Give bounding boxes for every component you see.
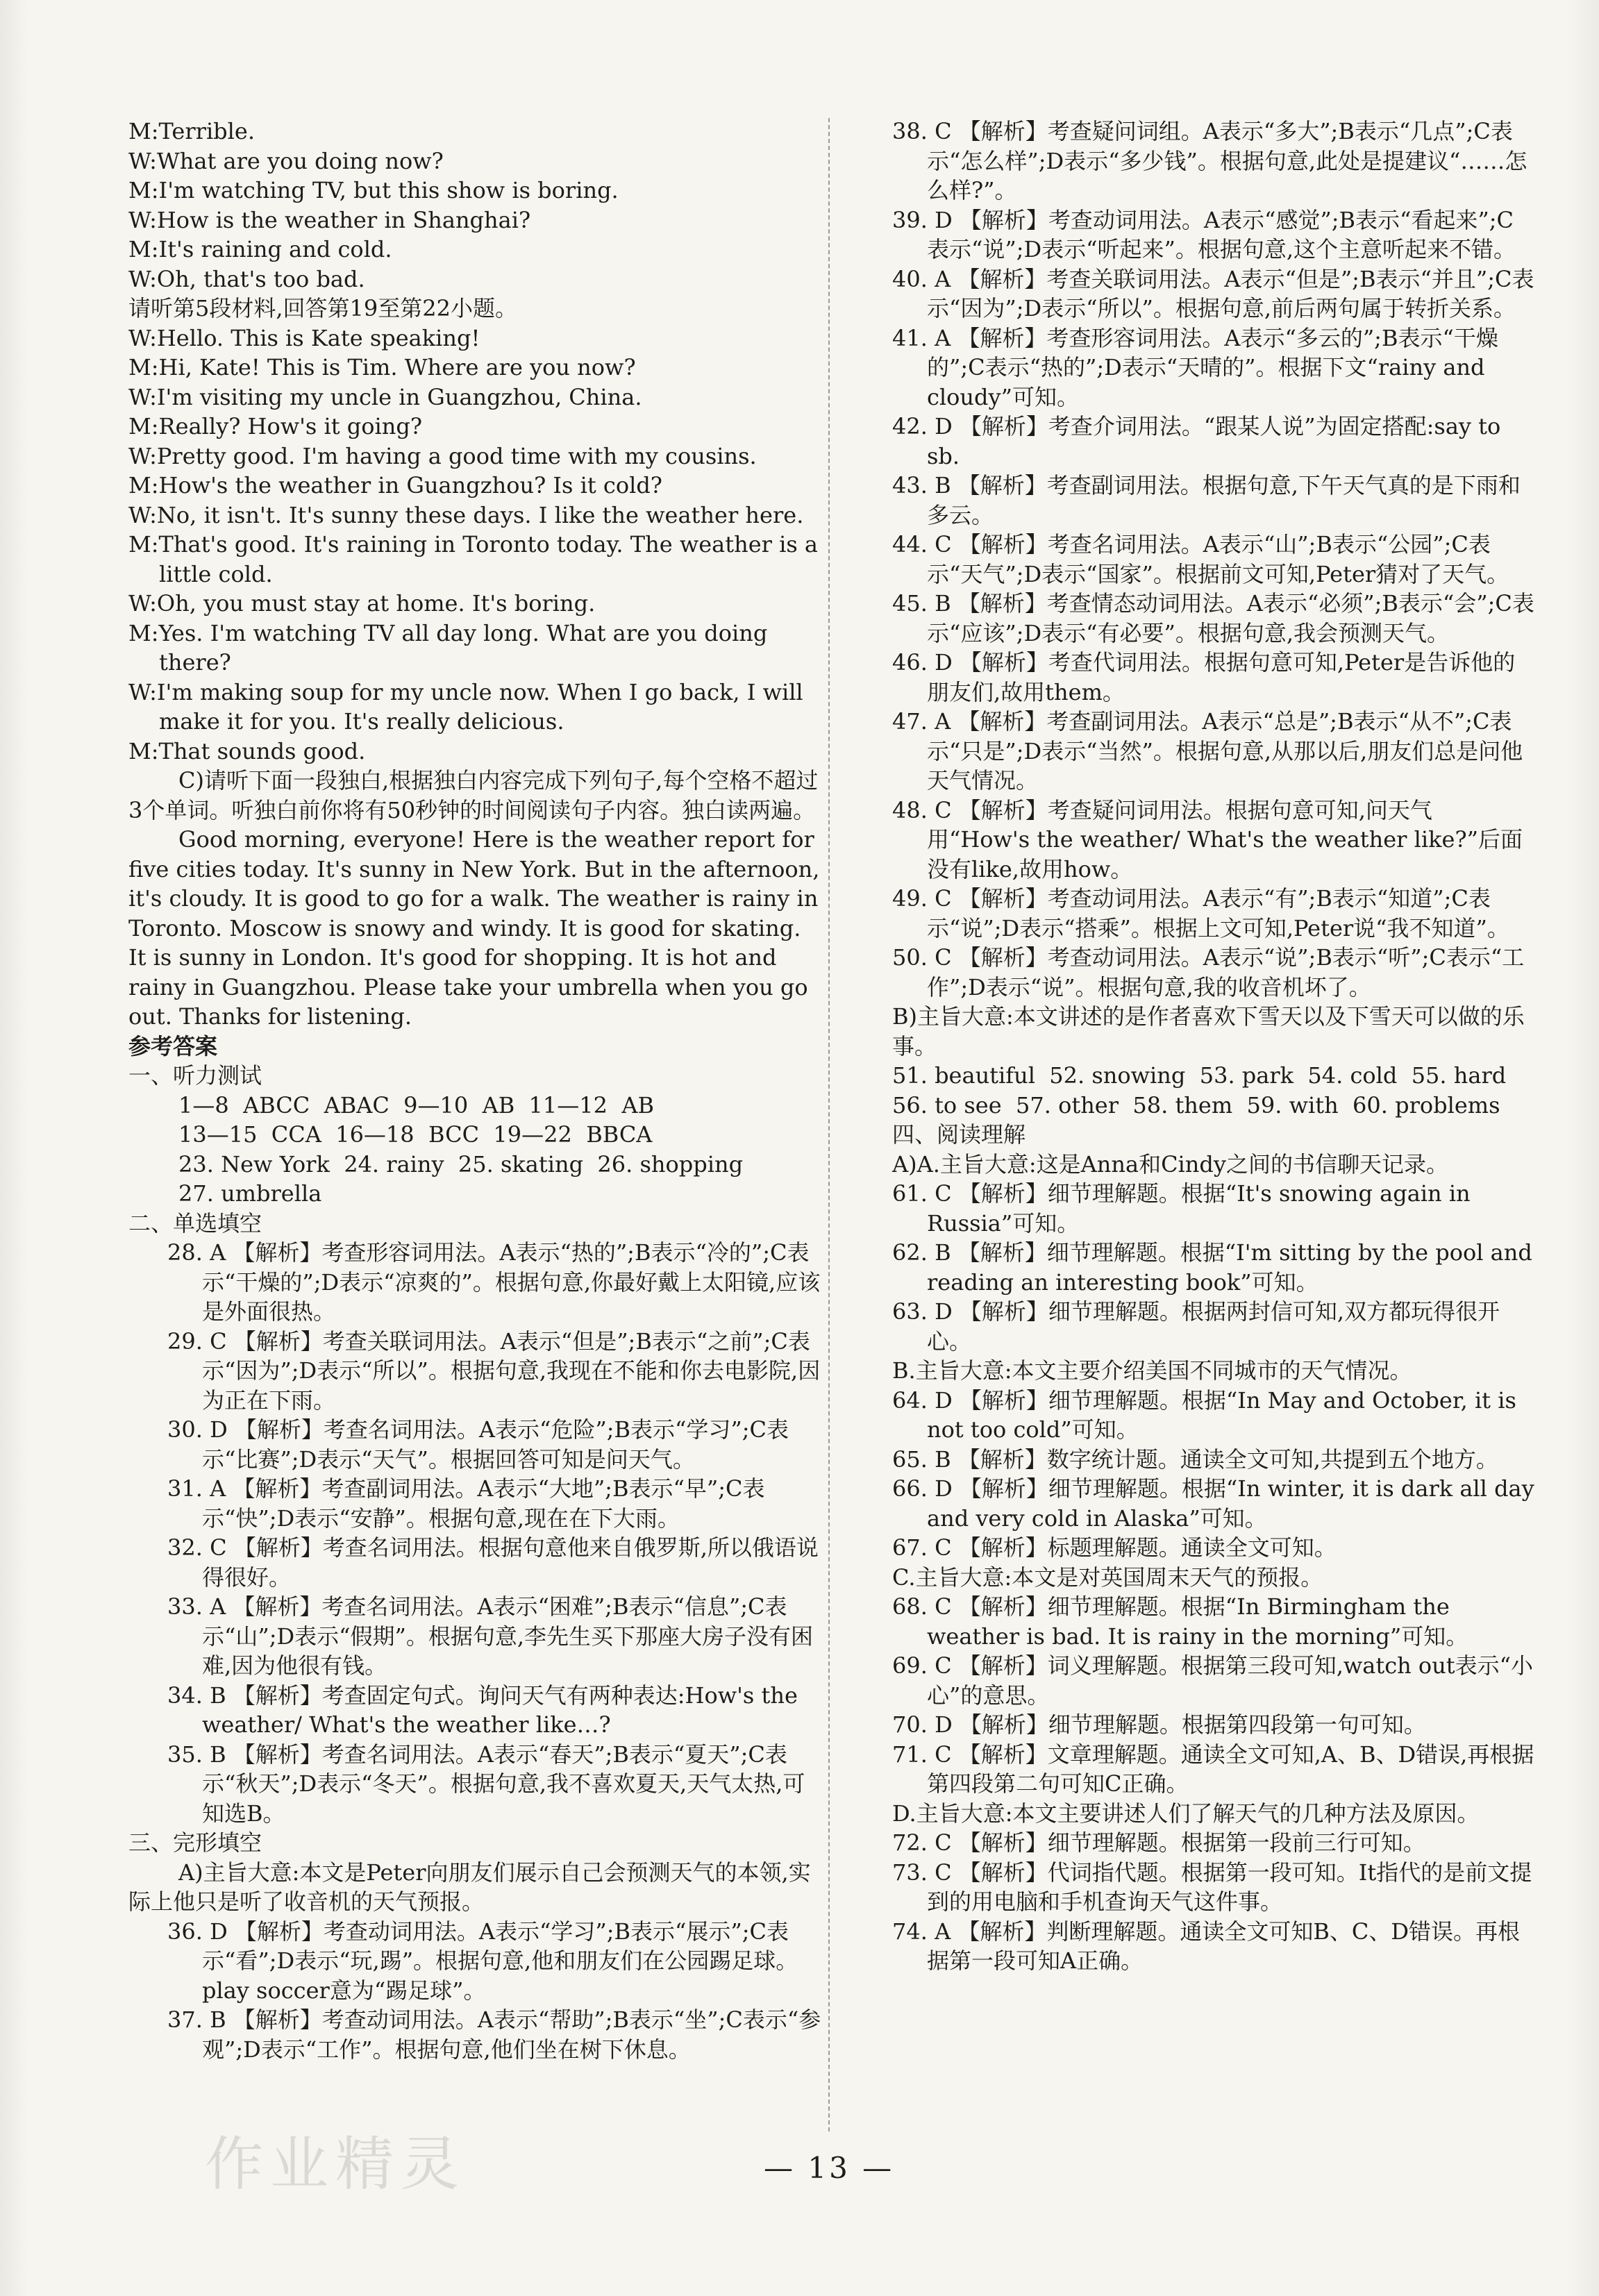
- left-column-line: 30. D 【解析】考查名词用法。A表示“危险”;B表示“学习”;C表示“比赛”;D表示“天气”。根据回答可知是问天气。: [167, 1416, 789, 1473]
- left-column-line: W:I'm visiting my uncle in Guangzhou, China.: [128, 383, 642, 410]
- right-column-line: D.主旨大意:本文主要讲述人们了解天气的几种方法及原因。: [892, 1800, 1480, 1827]
- right-column-line: 49. C 【解析】考查动词用法。A表示“有”;B表示“知道”;C表示“说”;D表示“搭乘”。根据上文可知,Peter说“我不知道”。: [892, 885, 1509, 941]
- right-column-line: 45. B 【解析】考查情态动词用法。A表示“必须”;B表示“会”;C表示“应该”;D表示“有必要”。根据句意,我会预测天气。: [892, 590, 1534, 646]
- right-column-line: 42. D 【解析】考查介词用法。“跟某人说”为固定搭配:say to sb.: [892, 413, 1508, 469]
- left-column-line: M:Terrible.: [128, 118, 255, 144]
- right-column-line: 64. D 【解析】细节理解题。根据“In May and October, it is not too cold”可知。: [892, 1386, 1524, 1443]
- left-column-line: 29. C 【解析】考查关联词用法。A表示“但是”;B表示“之前”;C表示“因为”;D表示“所以”。根据句意,我现在不能和你去电影院,因为正在下雨。: [167, 1327, 821, 1414]
- left-column-line: M:Really? How's it going?: [128, 413, 422, 439]
- right-column-line: 41. A 【解析】考查形容词用法。A表示“多云的”;B表示“干燥的”;C表示“热的”;D表示“天晴的”。根据下文“rainy and cloudy”可知。: [892, 324, 1498, 410]
- left-column-line: 32. C 【解析】考查名词用法。根据句意他来自俄罗斯,所以俄语说得很好。: [167, 1534, 819, 1591]
- left-column-line: W:I'm making soup for my uncle now. When I go back, I will make it for you. It's really delicious.: [128, 678, 810, 735]
- left-column-line: 请听第5段材料,回答第19至第22小题。: [128, 295, 517, 321]
- column-divider: [828, 118, 830, 2131]
- left-column-line: W:Hello. This is Kate speaking!: [128, 324, 480, 351]
- right-column-line: 47. A 【解析】考查副词用法。A表示“总是”;B表示“从不”;C表示“只是”;D表示“当然”。根据句意,从那以后,朋友们总是问他天气情况。: [892, 708, 1523, 794]
- right-column: [892, 117, 1541, 1976]
- left-column-line: 27. umbrella: [178, 1180, 322, 1207]
- right-column-line: 61. C 【解析】细节理解题。根据“It's snowing again in Russia”可知。: [892, 1180, 1477, 1237]
- left-column-line: 34. B 【解析】考查固定句式。询问天气有两种表达:How's the weather/ What's the weather like…?: [167, 1682, 805, 1738]
- right-column-line: 56. to see 57. other 58. them 59. with 60. problems: [892, 1091, 1500, 1118]
- right-column-line: 四、阅读理解: [892, 1121, 1026, 1148]
- right-column-line: A)A.主旨大意:这是Anna和Cindy之间的书信聊天记录。: [892, 1150, 1448, 1178]
- left-column-line: 三、完形填空: [128, 1829, 262, 1856]
- left-column-line: W:How is the weather in Shanghai?: [128, 206, 531, 233]
- left-column-line: 37. B 【解析】考查动词用法。A表示“帮助”;B表示“坐”;C表示“参观”;D表示“工作”。根据句意,他们坐在树下休息。: [167, 2006, 821, 2063]
- right-column-line: 48. C 【解析】考查疑问词用法。根据句意可知,问天气用“How's the weather/ What's the weather like?”后面没有like,故用how。: [892, 796, 1523, 882]
- right-column-line: 46. D 【解析】考查代词用法。根据句意可知,Peter是告诉他的朋友们,故用them。: [892, 649, 1516, 705]
- left-column-line: 参考答案: [128, 1032, 218, 1059]
- right-column-line: 43. B 【解析】考查副词用法。根据句意,下午天气真的是下雨和多云。: [892, 472, 1521, 528]
- right-column-line: 68. C 【解析】细节理解题。根据“In Birmingham the weather is bad. It is rainy in the morning”可知。: [892, 1593, 1468, 1650]
- right-column-line: 72. C 【解析】细节理解题。根据第一段前三行可知。: [892, 1829, 1425, 1856]
- watermark: 作业精灵: [205, 2130, 467, 2198]
- right-column-line: 65. B 【解析】数字统计题。通读全文可知,共提到五个地方。: [892, 1446, 1498, 1473]
- left-column-line: W:No, it isn't. It's sunny these days. I like the weather here.: [128, 501, 804, 528]
- right-column-line: 69. C 【解析】词义理解题。根据第三段可知,watch out表示“小心”的意思。: [892, 1652, 1534, 1709]
- left-column-line: 28. A 【解析】考查形容词用法。A表示“热的”;B表示“冷的”;C表示“干燥的”;D表示“凉爽的”。根据句意,你最好戴上太阳镜,应该是外面很热。: [167, 1239, 821, 1325]
- page-number: — 13 —: [764, 2151, 895, 2185]
- left-column-line: 33. A 【解析】考查名词用法。A表示“困难”;B表示“信息”;C表示“山”;D表示“假期”。根据句意,李先生买下那座大房子没有困难,因为他很有钱。: [167, 1593, 814, 1679]
- left-column-line: M:I'm watching TV, but this show is boring.: [128, 177, 619, 203]
- right-column-line: 63. D 【解析】细节理解题。根据两封信可知,双方都玩得很开心。: [892, 1298, 1500, 1355]
- right-column-line: 50. C 【解析】考查动词用法。A表示“说”;B表示“听”;C表示“工作”;D表示“说”。根据句意,我的收音机坏了。: [892, 944, 1525, 1000]
- left-column-line: M:That's good. It's raining in Toronto today. The weather is a little cold.: [128, 531, 826, 587]
- right-column-line: 71. C 【解析】文章理解题。通读全文可知,A、B、D错误,再根据第四段第二句可知C正确。: [892, 1741, 1534, 1797]
- left-column-line: 13—15 CCA 16—18 BCC 19—22 BBCA: [178, 1121, 653, 1148]
- left-column-line: 31. A 【解析】考查副词用法。A表示“大地”;B表示“早”;C表示“快”;D表示“安静”。根据句意,现在在下大雨。: [167, 1475, 765, 1532]
- left-column-line: W:Oh, that's too bad.: [128, 265, 365, 292]
- left-column-line: 35. B 【解析】考查名词用法。A表示“春天”;B表示“夏天”;C表示“秋天”;D表示“冬天”。根据句意,我不喜欢夏天,天气太热,可知选B。: [167, 1741, 805, 1827]
- right-column-line: 67. C 【解析】标题理解题。通读全文可知。: [892, 1534, 1337, 1561]
- left-column-line: A)主旨大意:本文是Peter向朋友们展示自己会预测天气的本领,实际上他只是听了收音机的天气预报。: [128, 1859, 811, 1915]
- right-column-line: 66. D 【解析】细节理解题。根据“In winter, it is dark all day and very cold in Alaska”可知。: [892, 1475, 1541, 1532]
- right-column-line: 40. A 【解析】考查关联词用法。A表示“但是”;B表示“并且”;C表示“因为”;D表示“所以”。根据句意,前后两句属于转折关系。: [892, 265, 1534, 321]
- left-column-line: W:Oh, you must stay at home. It's boring.: [128, 590, 596, 617]
- right-column-line: B)主旨大意:本文讲述的是作者喜欢下雪天以及下雪天可以做的乐事。: [892, 1003, 1525, 1059]
- right-column-line: 70. D 【解析】细节理解题。根据第四段第一句可知。: [892, 1711, 1426, 1738]
- right-column-line: 44. C 【解析】考查名词用法。A表示“山”;B表示“公园”;C表示“天气”;D表示“国家”。根据前文可知,Peter猜对了天气。: [892, 531, 1509, 587]
- left-column-line: 36. D 【解析】考查动词用法。A表示“学习”;B表示“展示”;C表示“看”;D表示“玩,踢”。根据句意,他和朋友们在公园踢足球。play soccer意为“踢足球”。: [167, 1918, 798, 2004]
- left-column: [128, 117, 827, 2064]
- left-column-line: Good morning, everyone! Here is the weather report for five cities today. It's sunny in New York. But in the afternoon, it's cloudy. It is good to go for a walk. The weather is rainy in Toronto. Moscow is snowy and windy. It is good for skating. It is sunny in London. It's good for shopping. It is hot and rainy in Guangzhou. Please take your umbrella when you go out. Thanks for listening.: [128, 826, 827, 1030]
- right-column-line: 39. D 【解析】考查动词用法。A表示“感觉”;B表示“看起来”;C表示“说”;D表示“听起来”。根据句意,这个主意听起来不错。: [892, 206, 1516, 262]
- right-column-line: 74. A 【解析】判断理解题。通读全文可知B、C、D错误。再根据第一段可知A正确。: [892, 1918, 1521, 1974]
- left-column-line: W:What are you doing now?: [128, 147, 444, 174]
- left-column-line: 一、听力测试: [128, 1062, 262, 1089]
- left-column-line: 二、单选填空: [128, 1209, 262, 1237]
- left-column-line: M:How's the weather in Guangzhou? Is it cold?: [128, 472, 662, 498]
- right-column-line: 73. C 【解析】代词指代题。根据第一段可知。It指代的是前文提到的用电脑和手机查询天气这件事。: [892, 1859, 1532, 1915]
- right-column-line: B.主旨大意:本文主要介绍美国不同城市的天气情况。: [892, 1357, 1412, 1384]
- left-column-line: M:Hi, Kate! This is Tim. Where are you now?: [128, 354, 636, 380]
- left-column-line: M:Yes. I'm watching TV all day long. What are you doing there?: [128, 619, 775, 676]
- left-column-line: 1—8 ABCC ABAC 9—10 AB 11—12 AB: [178, 1091, 654, 1118]
- right-column-line: 51. beautiful 52. snowing 53. park 54. cold 55. hard: [892, 1062, 1507, 1089]
- right-column-line: 38. C 【解析】考查疑问词组。A表示“多大”;B表示“几点”;C表示“怎么样”;D表示“多少钱”。根据句意,此处是提建议“……怎么样?”。: [892, 118, 1527, 203]
- left-column-line: W:Pretty good. I'm having a good time with my cousins.: [128, 442, 757, 469]
- right-column-line: 62. B 【解析】细节理解题。根据“I'm sitting by the pool and reading an interesting book”可知。: [892, 1239, 1540, 1296]
- left-column-line: C)请听下面一段独白,根据独白内容完成下列句子,每个空格不超过3个单词。听独白前你将有50秒钟的时间阅读句子内容。独白读两遍。: [128, 767, 819, 823]
- left-column-line: 23. New York 24. rainy 25. skating 26. shopping: [178, 1150, 744, 1178]
- left-column-line: M:It's raining and cold.: [128, 236, 392, 262]
- left-column-line: M:That sounds good.: [128, 737, 366, 764]
- right-column-line: C.主旨大意:本文是对英国周末天气的预报。: [892, 1564, 1323, 1591]
